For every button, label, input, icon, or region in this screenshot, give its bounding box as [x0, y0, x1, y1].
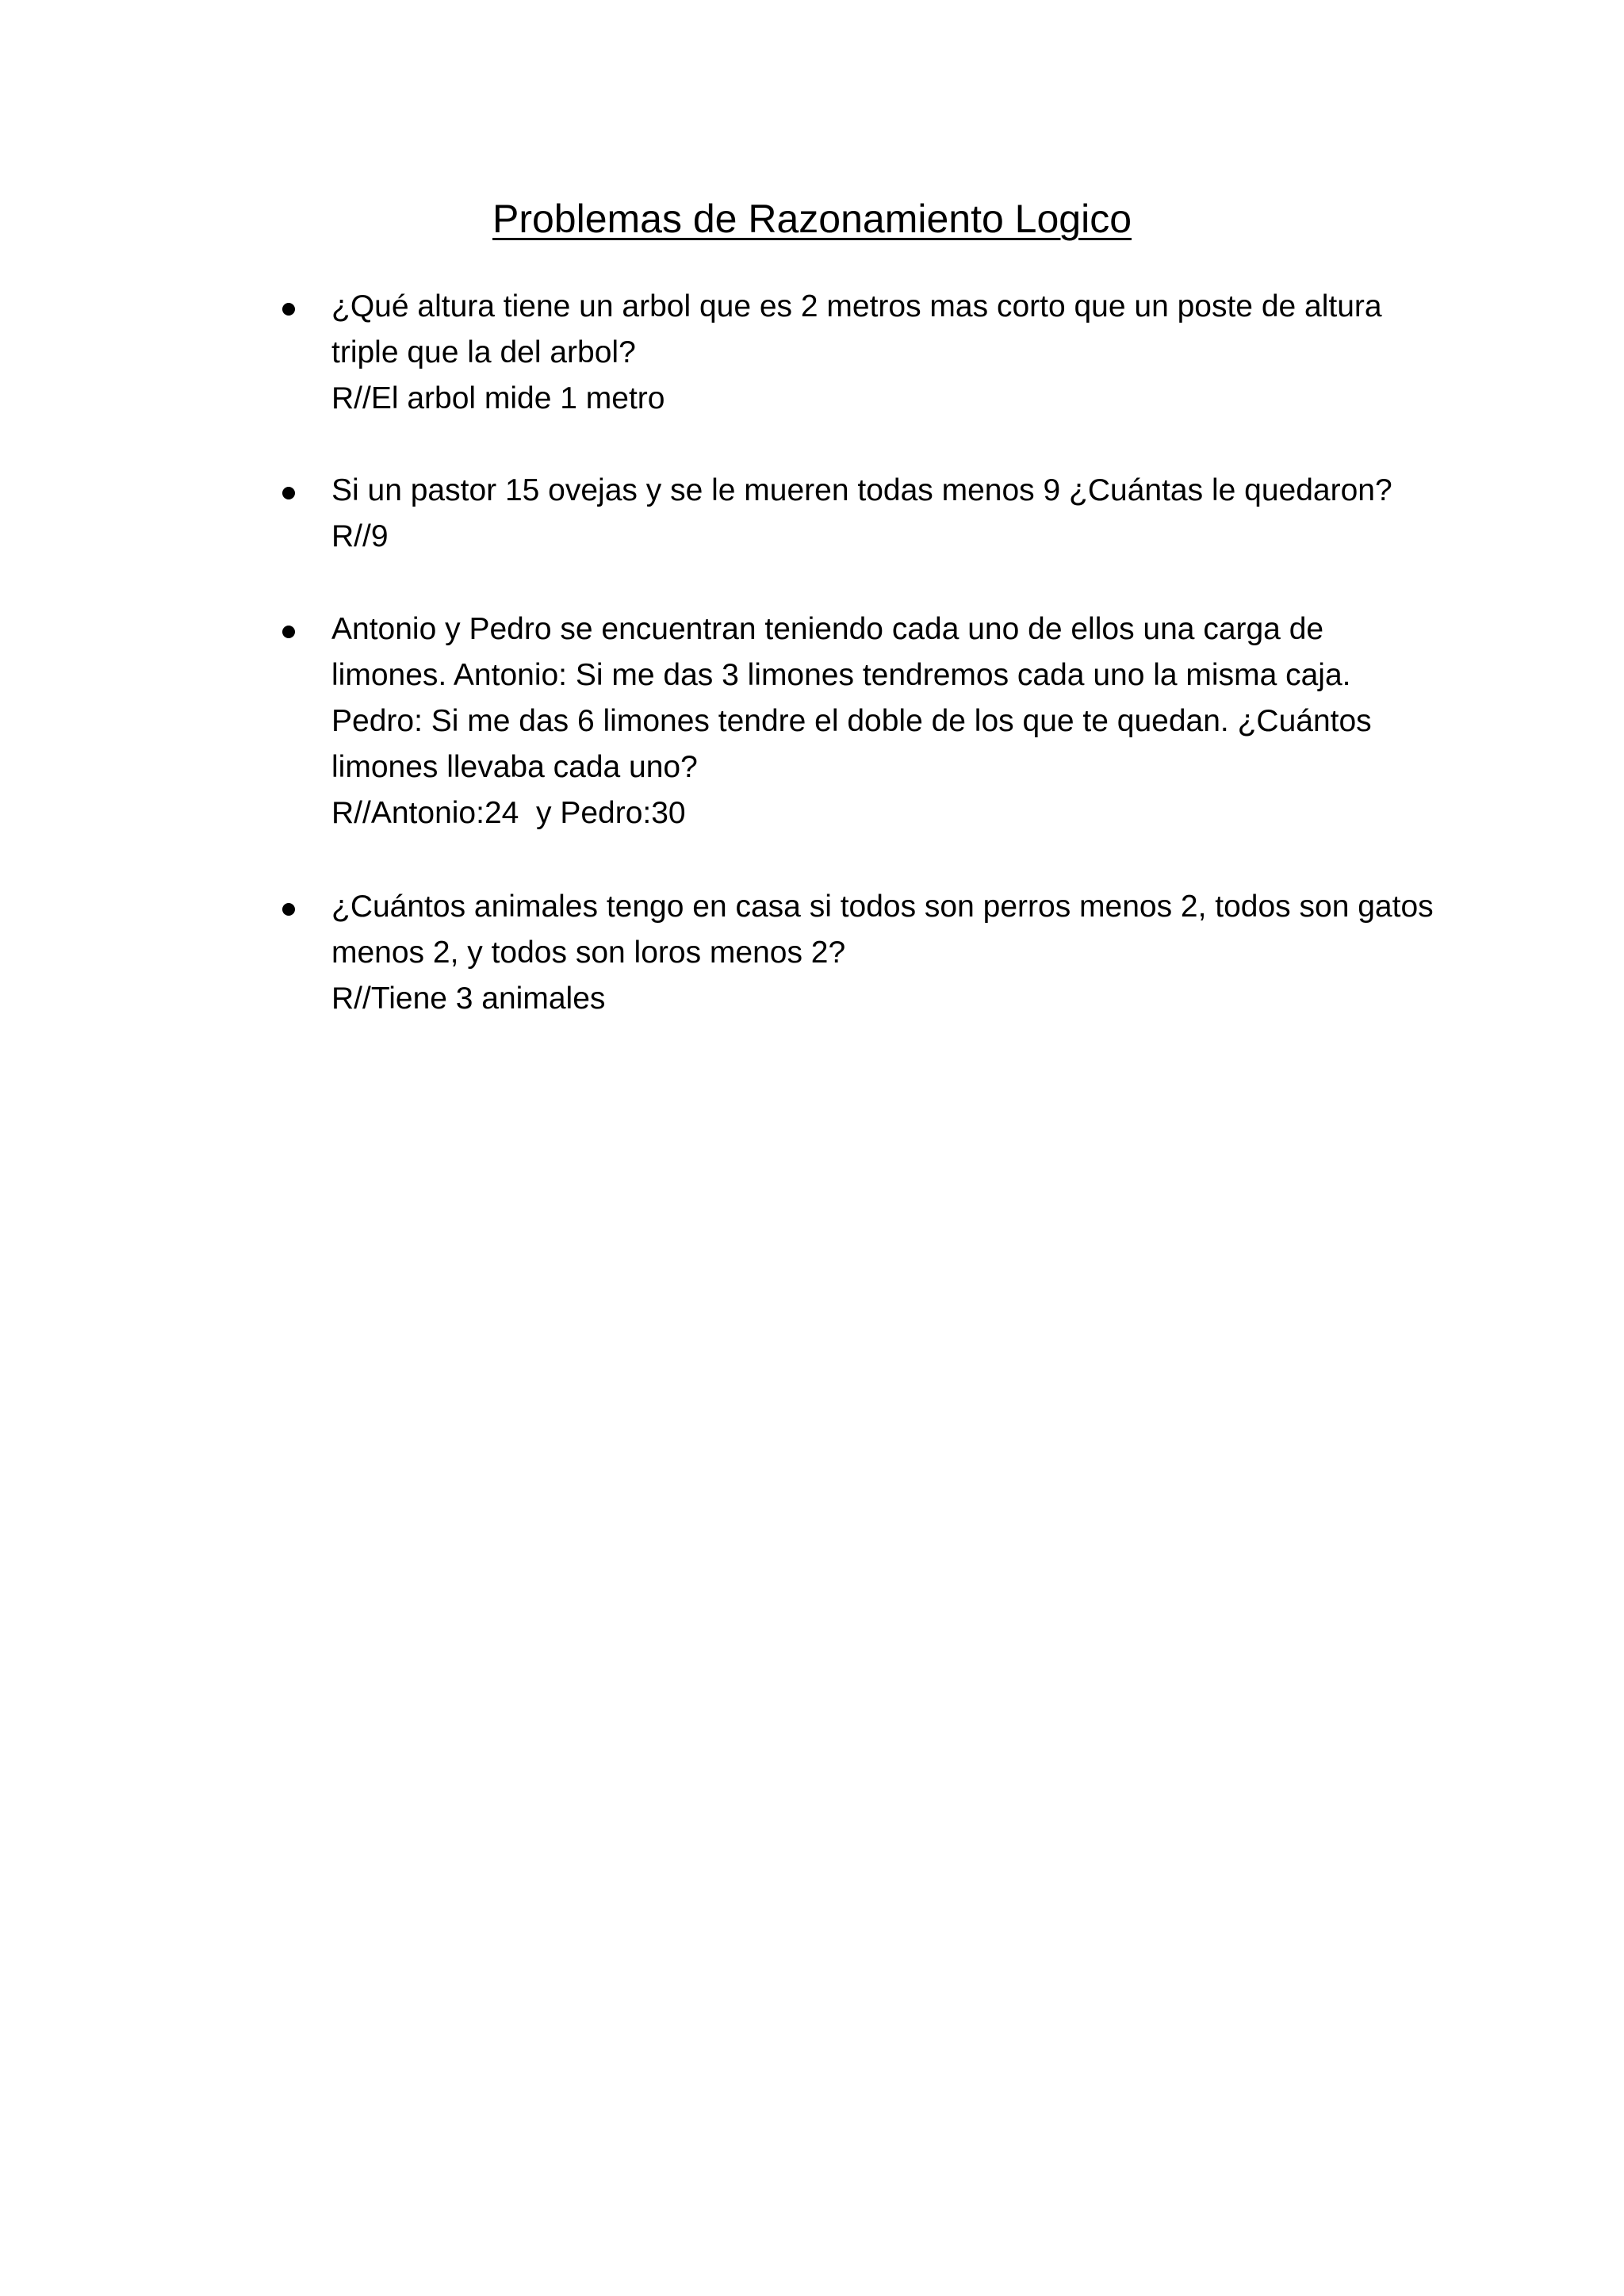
- answer-line: R//Tiene 3 animales: [331, 982, 606, 1016]
- problem-text: [331, 284, 1394, 422]
- problem-line: Si un pastor 15 ovejas y se le mueren todas menos 9 ¿Cuántas le quedaron?: [331, 473, 1392, 507]
- answer-line: R//9: [331, 519, 389, 553]
- answer-line: R//Antonio:24 y Pedro:30: [331, 796, 686, 830]
- problem-text: [331, 468, 1394, 560]
- problem-line: ¿Cuántos animales tengo en casa si todos son perros menos 2, todos son gatos: [331, 890, 1434, 924]
- problem-line: limones llevaba cada uno?: [331, 750, 698, 784]
- document-title: Problemas de Razonamiento Logico: [492, 197, 1132, 241]
- problem-line: Antonio y Pedro se encuentran teniendo cada uno de ellos una carga de: [331, 612, 1324, 646]
- problem-line: ¿Qué altura tiene un arbol que es 2 metros mas corto que un poste de altura: [331, 289, 1382, 323]
- problem-line: triple que la del arbol?: [331, 335, 636, 369]
- problem-line: Pedro: Si me das 6 limones tendre el doble de los que te quedan. ¿Cuántos: [331, 704, 1372, 738]
- bullet-icon: [282, 303, 295, 316]
- answer-line: R//El arbol mide 1 metro: [331, 381, 665, 415]
- bullet-icon: [282, 626, 295, 638]
- problem-line: menos 2, y todos son loros menos 2?: [331, 936, 846, 970]
- bullet-icon: [282, 487, 295, 499]
- problem-line: limones. Antonio: Si me das 3 limones tendremos cada uno la misma caja.: [331, 658, 1351, 692]
- bullet-icon: [282, 903, 295, 916]
- problem-text: [331, 884, 1434, 1022]
- problem-text: [331, 607, 1394, 836]
